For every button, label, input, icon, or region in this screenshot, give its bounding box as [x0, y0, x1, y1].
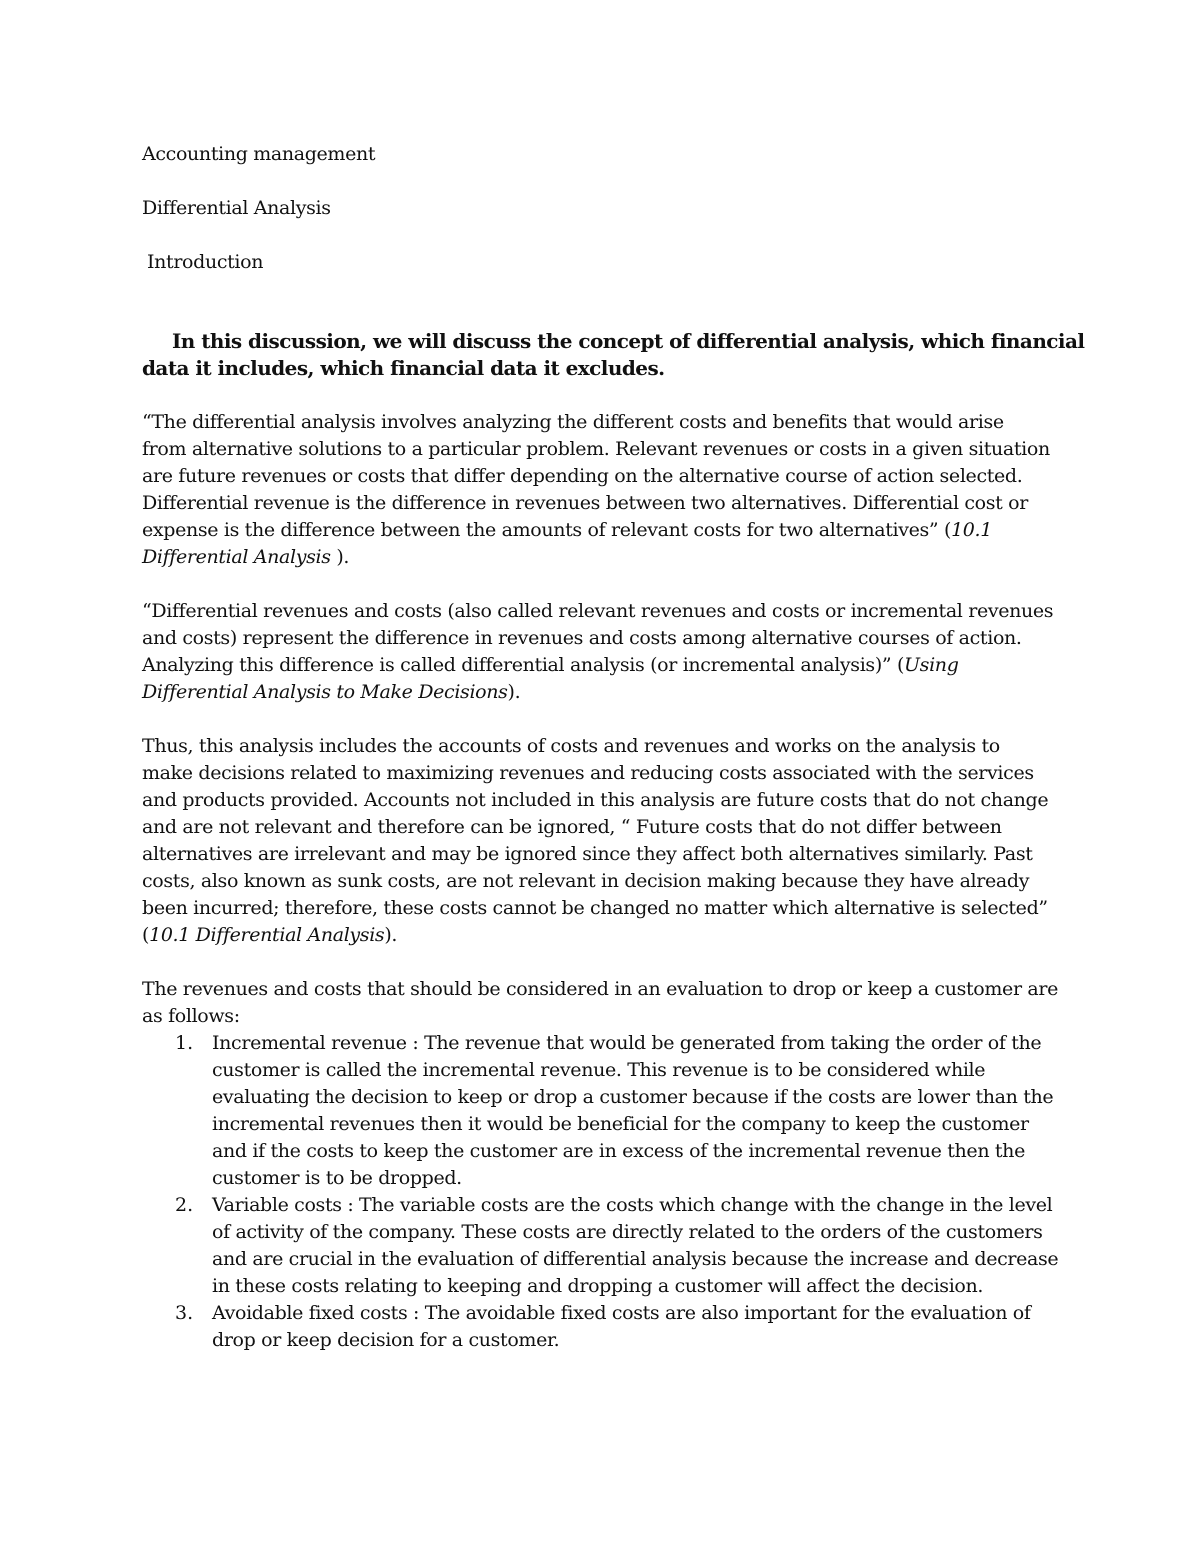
quote-paragraph-2	[142, 598, 1062, 706]
text-line	[142, 544, 1062, 571]
list-number: 1.	[175, 1032, 194, 1054]
citation: Differential Analysis	[142, 546, 331, 568]
text-line: make decisions related to maximizing revenues and reducing costs associated with the services	[142, 762, 1034, 784]
thesis-statement	[142, 328, 1085, 382]
text-line: been incurred; therefore, these costs cannot be changed no matter which alternative is selected”	[142, 897, 1048, 919]
topic-title: Differential Analysis	[142, 197, 331, 219]
text-line: “Differential revenues and costs (also called relevant revenues and costs or incremental revenues	[142, 600, 1054, 622]
text-line: and costs) represent the difference in revenues and costs among alternative courses of action.	[142, 627, 1022, 649]
text-line: The revenues and costs that should be considered in an evaluation to drop or keep a customer are	[142, 978, 1058, 1000]
text-span: Analyzing this difference is called differential analysis (or incremental analysis)” (	[142, 654, 905, 676]
text-line: incremental revenues then it would be beneficial for the company to keep the customer	[212, 1113, 1029, 1135]
text-span: ).	[507, 681, 521, 703]
text-line: “The differential analysis involves analyzing the different costs and benefits that would arise	[142, 411, 1004, 433]
text-line: and are not relevant and therefore can be ignored, “ Future costs that do not differ between	[142, 816, 1002, 838]
course-title: Accounting management	[142, 143, 376, 165]
analysis-paragraph	[142, 733, 1062, 949]
list-intro-paragraph	[142, 976, 1062, 1030]
list-item	[142, 1030, 1062, 1192]
section-title: Introduction	[147, 251, 264, 273]
citation: 10.1 Differential Analysis	[149, 924, 385, 946]
text-span: (	[142, 924, 150, 946]
list-item	[142, 1300, 1062, 1354]
text-span: ).	[384, 924, 398, 946]
text-line	[142, 679, 1062, 706]
text-line: drop or keep decision for a customer.	[212, 1329, 560, 1351]
text-line: customer is to be dropped.	[212, 1167, 462, 1189]
thesis-line: data it includes, which financial data it excludes.	[142, 356, 665, 380]
text-line: are future revenues or costs that differ depending on the alternative course of action selected.	[142, 465, 1023, 487]
list-number: 3.	[175, 1302, 194, 1324]
text-line: and products provided. Accounts not included in this analysis are future costs that do not change	[142, 789, 1049, 811]
text-line: and if the costs to keep the customer are in excess of the incremental revenue then the	[212, 1140, 1025, 1162]
text-line: alternatives are irrelevant and may be ignored since they affect both alternatives similarly. Past	[142, 843, 1033, 865]
text-span: ).	[330, 546, 350, 568]
citation: Using	[904, 654, 959, 676]
numbered-list	[142, 1030, 1062, 1354]
text-line: and are crucial in the evaluation of differential analysis because the increase and decrease	[212, 1248, 1059, 1270]
text-line	[142, 517, 1062, 544]
citation: Differential Analysis to Make Decisions	[142, 681, 508, 703]
text-line: from alternative solutions to a particular problem. Relevant revenues or costs in a given situation	[142, 438, 1050, 460]
text-line: Differential revenue is the difference in revenues between two alternatives. Differential cost or	[142, 492, 1028, 514]
text-line	[142, 652, 1062, 679]
document-body	[142, 141, 1085, 1354]
text-line: of activity of the company. These costs are directly related to the orders of the customers	[212, 1221, 1043, 1243]
text-line: Incremental revenue : The revenue that would be generated from taking the order of the	[212, 1032, 1042, 1054]
thesis-line: In this discussion, we will discuss the concept of differential analysis, which financial	[172, 329, 1085, 353]
text-line: Variable costs : The variable costs are the costs which change with the change in the level	[212, 1194, 1053, 1216]
text-line: Avoidable fixed costs : The avoidable fixed costs are also important for the evaluation of	[212, 1302, 1031, 1324]
text-line: Thus, this analysis includes the accounts of costs and revenues and works on the analysis to	[142, 735, 1000, 757]
list-item	[142, 1192, 1062, 1300]
citation: 10.1	[951, 519, 992, 541]
text-span: expense is the difference between the amounts of relevant costs for two alternatives” (	[142, 519, 952, 541]
text-line: costs, also known as sunk costs, are not relevant in decision making because they have already	[142, 870, 1030, 892]
text-line: customer is called the incremental revenue. This revenue is to be considered while	[212, 1059, 986, 1081]
quote-paragraph-1	[142, 409, 1062, 571]
list-number: 2.	[175, 1194, 194, 1216]
text-line	[142, 922, 1062, 949]
text-line: as follows:	[142, 1005, 240, 1027]
text-line: in these costs relating to keeping and dropping a customer will affect the decision.	[212, 1275, 984, 1297]
text-line: evaluating the decision to keep or drop a customer because if the costs are lower than the	[212, 1086, 1054, 1108]
